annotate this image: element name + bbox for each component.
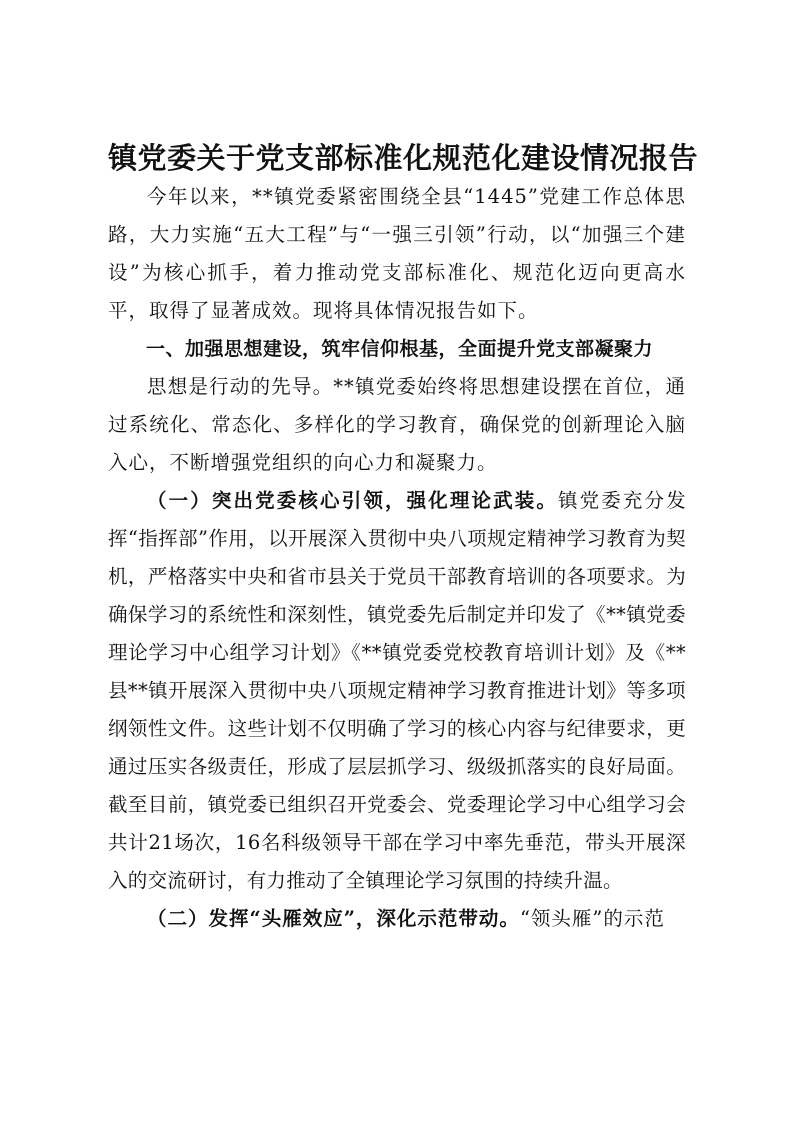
item-2-paragraph [108, 900, 686, 938]
intro-paragraph: 今年以来，**镇党委紧密围绕全县“1445”党建工作总体思路，大力实施“五大工程”与“一强三引领”行动，以“加强三个建设”为核心抓手，着力推动党支部标准化、规范化迈向更高水平，取得了显著成效。现将具体情况报告如下。 [108, 185, 686, 322]
item-1-paragraph [108, 482, 686, 900]
document-title: 镇党委关于党支部标准化规范化建设情况报告 [108, 141, 699, 175]
item-1-lead: （一）突出党委核心引领，强化理论武装。 [147, 489, 559, 512]
item-2-body: “领头雁”的示范 [519, 907, 665, 930]
section-heading: 一、加强思想建设，筑牢信仰根基，全面提升党支部凝聚力 [146, 338, 654, 360]
document-page [108, 138, 699, 938]
section-intro-paragraph: 思想是行动的先导。**镇党委始终将思想建设摆在首位，通过系统化、常态化、多样化的学习教育，确保党的创新理论入脑入心，不断增强党组织的向心力和凝聚力。 [108, 375, 686, 474]
item-1-body: 镇党委充分发挥“指挥部”作用，以开展深入贯彻中央八项规定精神学习教育为契机，严格落实中央和省市县关于党员干部教育培训的各项要求。为确保学习的系统性和深刻性，镇党委先后制定并印发了《**镇党委理论学习中心组学习计划》《**镇党委党校教育培训计划》及《**县**镇开展深入贯彻中央八项规定精神学习教育推进计划》等多项纲领性文件。这些计划不仅明确了学习的核心内容与纪律要求，更通过压实各级责任，形成了层层抓学习、级级抓落实的良好局面。截至目前，镇党委已组织召开党委会、党委理论学习中心组学习会共计21场次，16名科级领导干部在学习中率先垂范，带头开展深入的交流研讨，有力推动了全镇理论学习氛围的持续升温。 [108, 489, 686, 892]
item-2-lead: （二）发挥“头雁效应”，深化示范带动。 [147, 907, 520, 930]
